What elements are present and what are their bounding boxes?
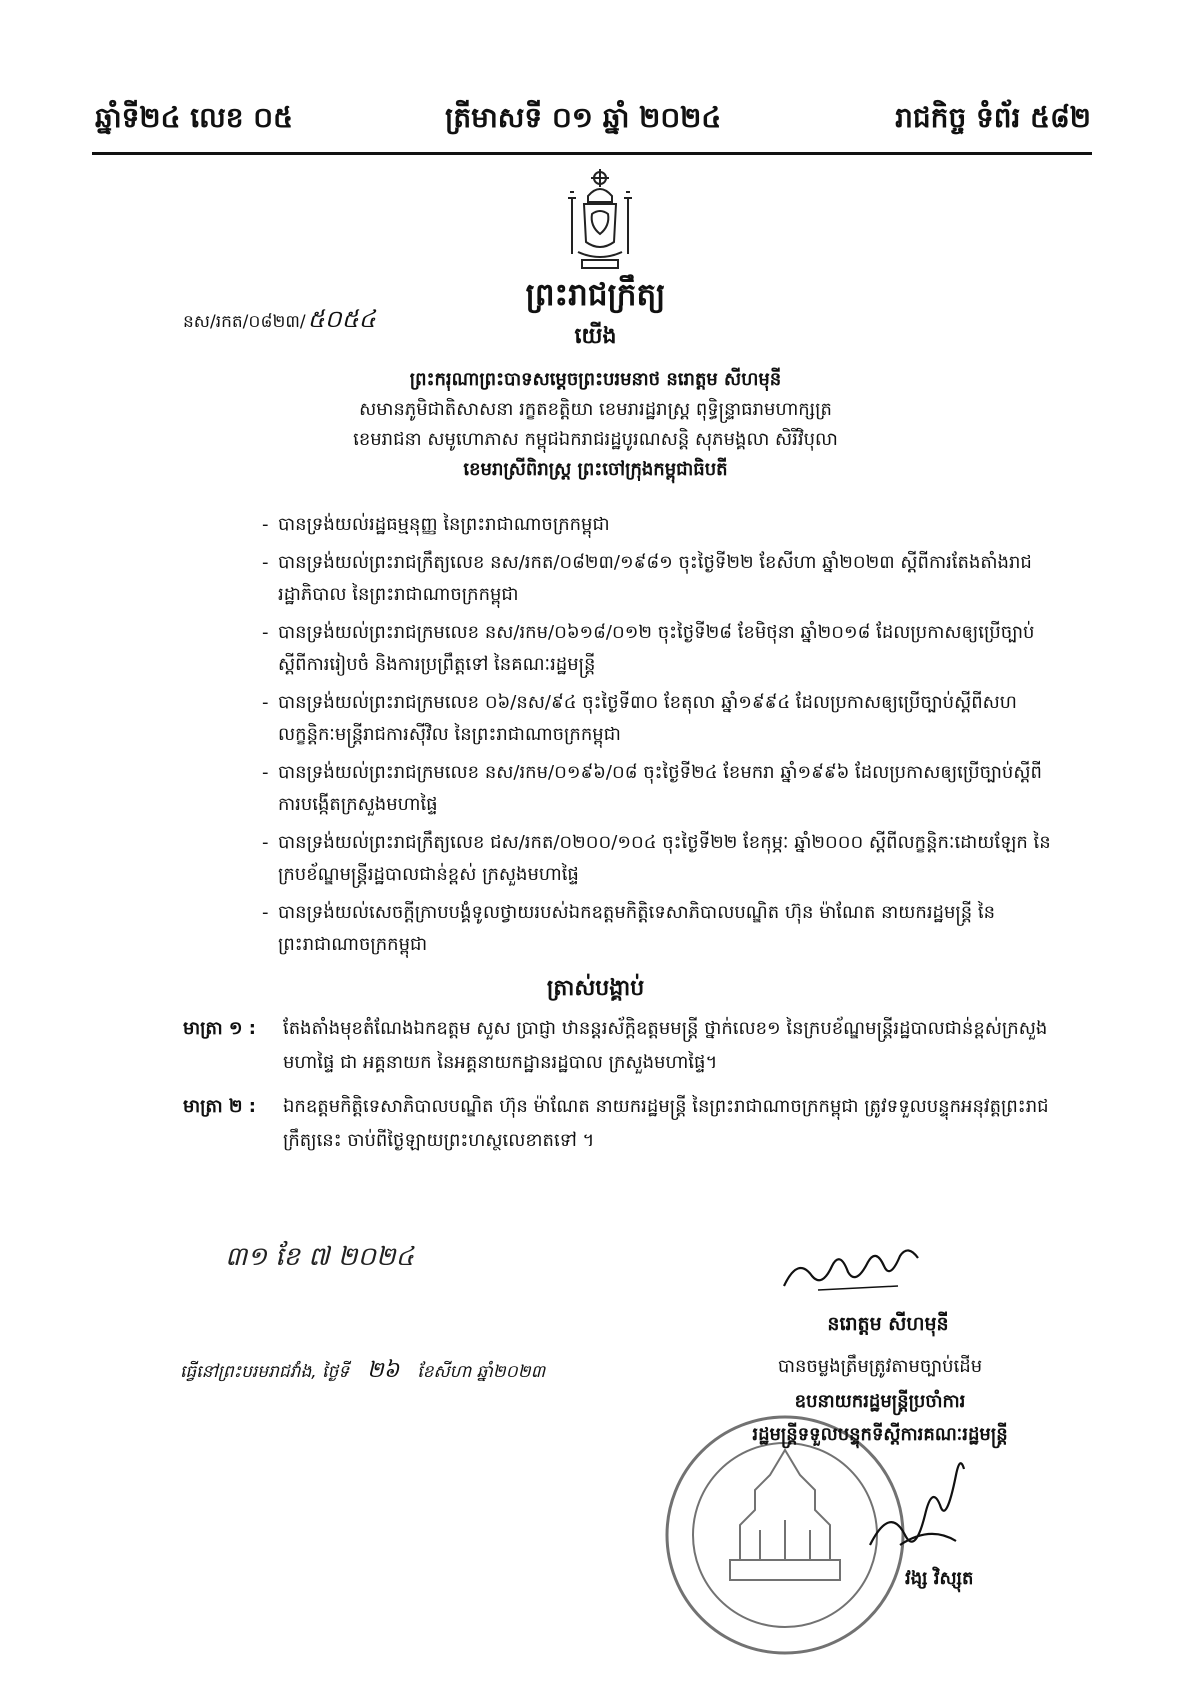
- reference-handwritten-number: ៥០៥៤: [307, 305, 376, 333]
- royal-emblem-icon: [558, 168, 642, 272]
- done-at-place: ធ្វើនៅព្រះបរមរាជវាំង, ថ្ងៃទី: [180, 1362, 350, 1382]
- king-name: នរោត្តម សីហមុនី: [827, 1313, 949, 1335]
- citation-item: - បានទ្រង់យល់ព្រះរាជក្រឹត្យលេខ ជស/រកត/០២០០/១០៤ ចុះថ្ងៃទី២២ ខែកុម្ភៈ ឆ្នាំ២០០០ ស្តីពីលក្ខន្តិកៈដោយឡែក នៃក្របខ័ណ្ឌមន្ត្រីរដ្ឋបាលជាន់ខ្ពស់ ក្រសួងមហាផ្ទៃ: [262, 827, 1062, 891]
- done-day: ២៦: [367, 1358, 400, 1383]
- done-at-line: [180, 1356, 545, 1388]
- article-label: មាត្រា ១ :: [183, 1018, 256, 1039]
- citation-list: [262, 509, 1062, 967]
- article-2: [183, 1090, 1063, 1158]
- official-name: វង្ស វិស្សុត: [905, 1568, 974, 1589]
- gazette-header: [0, 92, 1191, 142]
- header-divider: [92, 152, 1092, 155]
- deputy-office: រដ្ឋមន្ត្រីទទួលបន្ទុកទីស្តីការគណៈរដ្ឋមន្ត្រី: [752, 1424, 1008, 1445]
- done-month-year: ខែសីហា ឆ្នាំ២០២៣: [417, 1362, 546, 1382]
- article-text: ឯកឧត្តមកិត្តិទេសាភិបាលបណ្ឌិត ហ៊ុន ម៉ាណែត នាយករដ្ឋមន្ត្រី នៃព្រះរាជាណាចក្រកម្ពុជា ត្រូវទទួលបន្ទុកអនុវត្តព្រះរាជក្រឹត្យនេះ ចាប់ពីថ្ងៃឡាយព្រះហស្ថលេខាតទៅ ។: [283, 1096, 1049, 1151]
- citation-item: - បានទ្រង់យល់ព្រះរាជក្រមលេខ ០៦/នស/៩៤ ចុះថ្ងៃទី៣០ ខែតុលា ឆ្នាំ១៩៩៤ ដែលប្រកាសឲ្យប្រើច្បាប់ស្តីពីសហលក្ខន្តិកៈមន្ត្រីរាជការស៊ីវិល នៃព្រះរាជាណាចក្រកម្ពុជា: [262, 687, 1062, 751]
- king-signature-icon: [778, 1236, 928, 1296]
- decree-heading: ត្រាស់បង្គាប់: [546, 976, 645, 1001]
- gazette-quarter: ត្រីមាសទី ០១ ឆ្នាំ ២០២៤: [445, 101, 722, 134]
- citation-item: - បានទ្រង់យល់ព្រះរាជក្រមលេខ នស/រកម/០១៩៦/០៨ ចុះថ្ងៃទី២៤ ខែមករា ឆ្នាំ១៩៩៦ ដែលប្រកាសឲ្យប្រើច្បាប់ស្តីពីការបង្កើតក្រសួងមហាផ្ទៃ: [262, 757, 1062, 821]
- king-title-line: ខេមរាស្រីពិរាស្ត្រ ព្រះចៅក្រុងកម្ពុជាធិបតី: [463, 459, 728, 480]
- article-1: [183, 1012, 1063, 1080]
- certified-copy-note: បានចម្លងត្រឹមត្រូវតាមច្បាប់ដើម: [777, 1356, 983, 1377]
- king-title-line: សមានភូមិជាតិសាសនា រក្ខតខត្តិយា ខេមរារដ្ឋរាស្ត្រ ពុទ្ធិន្ទ្រាធរាមហាក្សត្រ: [359, 399, 832, 420]
- article-list: [183, 1012, 1063, 1168]
- citation-item: - បានទ្រង់យល់ព្រះរាជក្រឹត្យលេខ នស/រកត/០៨២៣/១៩៨១ ចុះថ្ងៃទី២២ ខែសីហា ឆ្នាំ២០២៣ ស្តីពីការតែងតាំងរាជរដ្ឋាភិបាល នៃព្រះរាជាណាចក្រកម្ពុជា: [262, 547, 1062, 611]
- document-title: ព្រះរាជក្រឹត្យ: [525, 277, 666, 313]
- reference-number: នស/រកត/០៨២៣/: [183, 312, 306, 332]
- king-title-line: ខេមរាជនា សមូហោភាស កម្ពុជឯករាជរដ្ឋបូរណសន្តិ សុភមង្គលា សិរីវិបុលា: [353, 429, 838, 450]
- article-label: មាត្រា ២ :: [183, 1096, 256, 1117]
- gazette-page-number: រាជកិច្ច ទំព័រ ៥៨២: [895, 101, 1091, 134]
- citation-item: - បានទ្រង់យល់សេចក្តីក្រាបបង្គំទូលថ្វាយរបស់ឯកឧត្តមកិត្តិទេសាភិបាលបណ្ឌិត ហ៊ុន ម៉ាណែត នាយករដ្ឋមន្ត្រី នៃព្រះរាជាណាចក្រកម្ពុជា: [262, 897, 1062, 961]
- citation-item: - បានទ្រង់យល់រដ្ឋធម្មនុញ្ញ នៃព្រះរាជាណាចក្រកម្ពុជា: [262, 509, 1062, 541]
- official-signature-icon: [860, 1445, 970, 1565]
- we-heading: យើង: [574, 324, 617, 349]
- gazette-year-issue: ឆ្នាំទី២៤ លេខ ០៥: [95, 101, 293, 134]
- deputy-title: ឧបនាយករដ្ឋមន្ត្រីប្រចាំការ: [794, 1391, 966, 1412]
- handwritten-date: ៣១ ខែ ៧ ២០២៤: [225, 1242, 414, 1272]
- king-title-line: ព្រះករុណាព្រះបាទសម្តេចព្រះបរមនាថ នរោត្តម សីហមុនី: [409, 369, 782, 390]
- citation-item: - បានទ្រង់យល់ព្រះរាជក្រមលេខ នស/រកម/០៦១៨/០១២ ចុះថ្ងៃទី២៨ ខែមិថុនា ឆ្នាំ២០១៨ ដែលប្រកាសឲ្យប្រើច្បាប់ស្តីពីការរៀបចំ និងការប្រព្រឹត្តទៅ នៃគណៈរដ្ឋមន្ត្រី: [262, 617, 1062, 681]
- article-text: តែងតាំងមុខតំណែងឯកឧត្តម សួស ប្រាជ្ញា ឋានន្តរស័ក្តិឧត្តមមន្ត្រី ថ្នាក់លេខ១ នៃក្របខ័ណ្ឌមន្ត្រីរដ្ឋបាលជាន់ខ្ពស់ក្រសួងមហាផ្ទៃ ជា អគ្គនាយក នៃអគ្គនាយកដ្ឋានរដ្ឋបាល ក្រសួងមហាផ្ទៃ។: [283, 1018, 1048, 1073]
